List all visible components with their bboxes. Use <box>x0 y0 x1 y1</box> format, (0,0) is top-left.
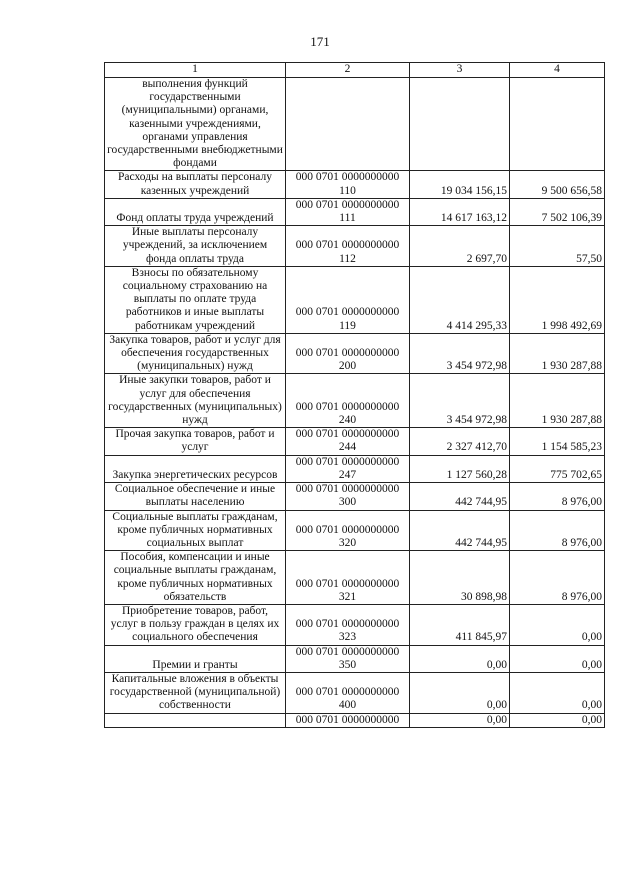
row-amount-col3: 3 454 972,98 <box>410 374 510 428</box>
row-amount-col4: 1 154 585,23 <box>510 428 605 455</box>
row-amount-col3: 411 845,97 <box>410 604 510 645</box>
row-amount-col4: 7 502 106,39 <box>510 198 605 225</box>
row-name: Социальные выплаты гражданам, кроме публичных нормативных социальных выплат <box>105 510 286 551</box>
row-code <box>286 78 410 171</box>
table-row <box>105 604 605 645</box>
table-row <box>105 374 605 428</box>
row-code: 000 0701 0000000000 400 <box>286 672 410 713</box>
row-amount-col4: 1 930 287,88 <box>510 333 605 374</box>
column-header-2: 2 <box>286 63 410 78</box>
row-amount-col3: 3 454 972,98 <box>410 333 510 374</box>
row-amount-col4: 1 930 287,88 <box>510 374 605 428</box>
row-name <box>105 713 286 727</box>
table-row <box>105 455 605 482</box>
row-amount-col3: 2 327 412,70 <box>410 428 510 455</box>
row-amount-col3: 19 034 156,15 <box>410 171 510 198</box>
row-code: 000 0701 0000000000 300 <box>286 483 410 510</box>
row-code: 000 0701 0000000000 111 <box>286 198 410 225</box>
row-amount-col4: 0,00 <box>510 672 605 713</box>
row-amount-col3: 442 744,95 <box>410 510 510 551</box>
row-amount-col4: 8 976,00 <box>510 483 605 510</box>
row-code: 000 0701 0000000000 323 <box>286 604 410 645</box>
row-amount-col3: 0,00 <box>410 713 510 727</box>
table-row <box>105 672 605 713</box>
table-row <box>105 645 605 672</box>
row-name: Пособия, компенсации и иные социальные выплаты гражданам, кроме публичных нормативных обязательств <box>105 551 286 605</box>
row-code: 000 0701 0000000000 350 <box>286 645 410 672</box>
table-row <box>105 171 605 198</box>
table-row <box>105 226 605 267</box>
row-code: 000 0701 0000000000 <box>286 713 410 727</box>
row-code: 000 0701 0000000000 240 <box>286 374 410 428</box>
row-code: 000 0701 0000000000 112 <box>286 226 410 267</box>
row-amount-col3: 0,00 <box>410 645 510 672</box>
row-amount-col3: 2 697,70 <box>410 226 510 267</box>
table-row <box>105 266 605 333</box>
row-amount-col3 <box>410 78 510 171</box>
row-amount-col3: 4 414 295,33 <box>410 266 510 333</box>
table-row <box>105 713 605 727</box>
row-name: Социальное обеспечение и иные выплаты населению <box>105 483 286 510</box>
row-name: Прочая закупка товаров, работ и услуг <box>105 428 286 455</box>
row-code: 000 0701 0000000000 200 <box>286 333 410 374</box>
row-amount-col4: 9 500 656,58 <box>510 171 605 198</box>
row-amount-col4: 0,00 <box>510 645 605 672</box>
column-header-1: 1 <box>105 63 286 78</box>
table-header-row <box>105 63 605 78</box>
row-amount-col4: 57,50 <box>510 226 605 267</box>
row-name: Капитальные вложения в объекты государственной (муниципальной) собственности <box>105 672 286 713</box>
row-code: 000 0701 0000000000 110 <box>286 171 410 198</box>
table-row <box>105 198 605 225</box>
row-amount-col4: 8 976,00 <box>510 551 605 605</box>
row-amount-col3: 14 617 163,12 <box>410 198 510 225</box>
row-amount-col3: 30 898,98 <box>410 551 510 605</box>
row-amount-col4: 8 976,00 <box>510 510 605 551</box>
row-amount-col4: 0,00 <box>510 713 605 727</box>
row-name: Премии и гранты <box>105 645 286 672</box>
table-row <box>105 78 605 171</box>
row-amount-col4 <box>510 78 605 171</box>
row-name: Фонд оплаты труда учреждений <box>105 198 286 225</box>
row-name: Расходы на выплаты персоналу казенных учреждений <box>105 171 286 198</box>
row-name: Закупка товаров, работ и услуг для обеспечения государственных (муниципальных) нужд <box>105 333 286 374</box>
table-row <box>105 510 605 551</box>
row-amount-col4: 0,00 <box>510 604 605 645</box>
row-code: 000 0701 0000000000 321 <box>286 551 410 605</box>
row-name: Закупка энергетических ресурсов <box>105 455 286 482</box>
row-code: 000 0701 0000000000 247 <box>286 455 410 482</box>
column-header-3: 3 <box>410 63 510 78</box>
row-name: Приобретение товаров, работ, услуг в пользу граждан в целях их социального обеспечения <box>105 604 286 645</box>
budget-table <box>104 62 605 728</box>
row-amount-col3: 1 127 560,28 <box>410 455 510 482</box>
row-name: выполнения функций государственными (муниципальными) органами, казенными учреждениями, органами управления государственными внебюджетными фондами <box>105 78 286 171</box>
row-code: 000 0701 0000000000 119 <box>286 266 410 333</box>
row-amount-col4: 775 702,65 <box>510 455 605 482</box>
table-row <box>105 551 605 605</box>
row-code: 000 0701 0000000000 320 <box>286 510 410 551</box>
row-amount-col3: 442 744,95 <box>410 483 510 510</box>
row-code: 000 0701 0000000000 244 <box>286 428 410 455</box>
table-row <box>105 483 605 510</box>
table-row <box>105 333 605 374</box>
row-name: Взносы по обязательному социальному страхованию на выплаты по оплате труда работников и иные выплаты работникам учреждений <box>105 266 286 333</box>
table-row <box>105 428 605 455</box>
row-name: Иные выплаты персоналу учреждений, за исключением фонда оплаты труда <box>105 226 286 267</box>
column-header-4: 4 <box>510 63 605 78</box>
row-amount-col4: 1 998 492,69 <box>510 266 605 333</box>
row-amount-col3: 0,00 <box>410 672 510 713</box>
page-number: 171 <box>310 34 330 49</box>
row-name: Иные закупки товаров, работ и услуг для обеспечения государственных (муниципальных) нужд <box>105 374 286 428</box>
